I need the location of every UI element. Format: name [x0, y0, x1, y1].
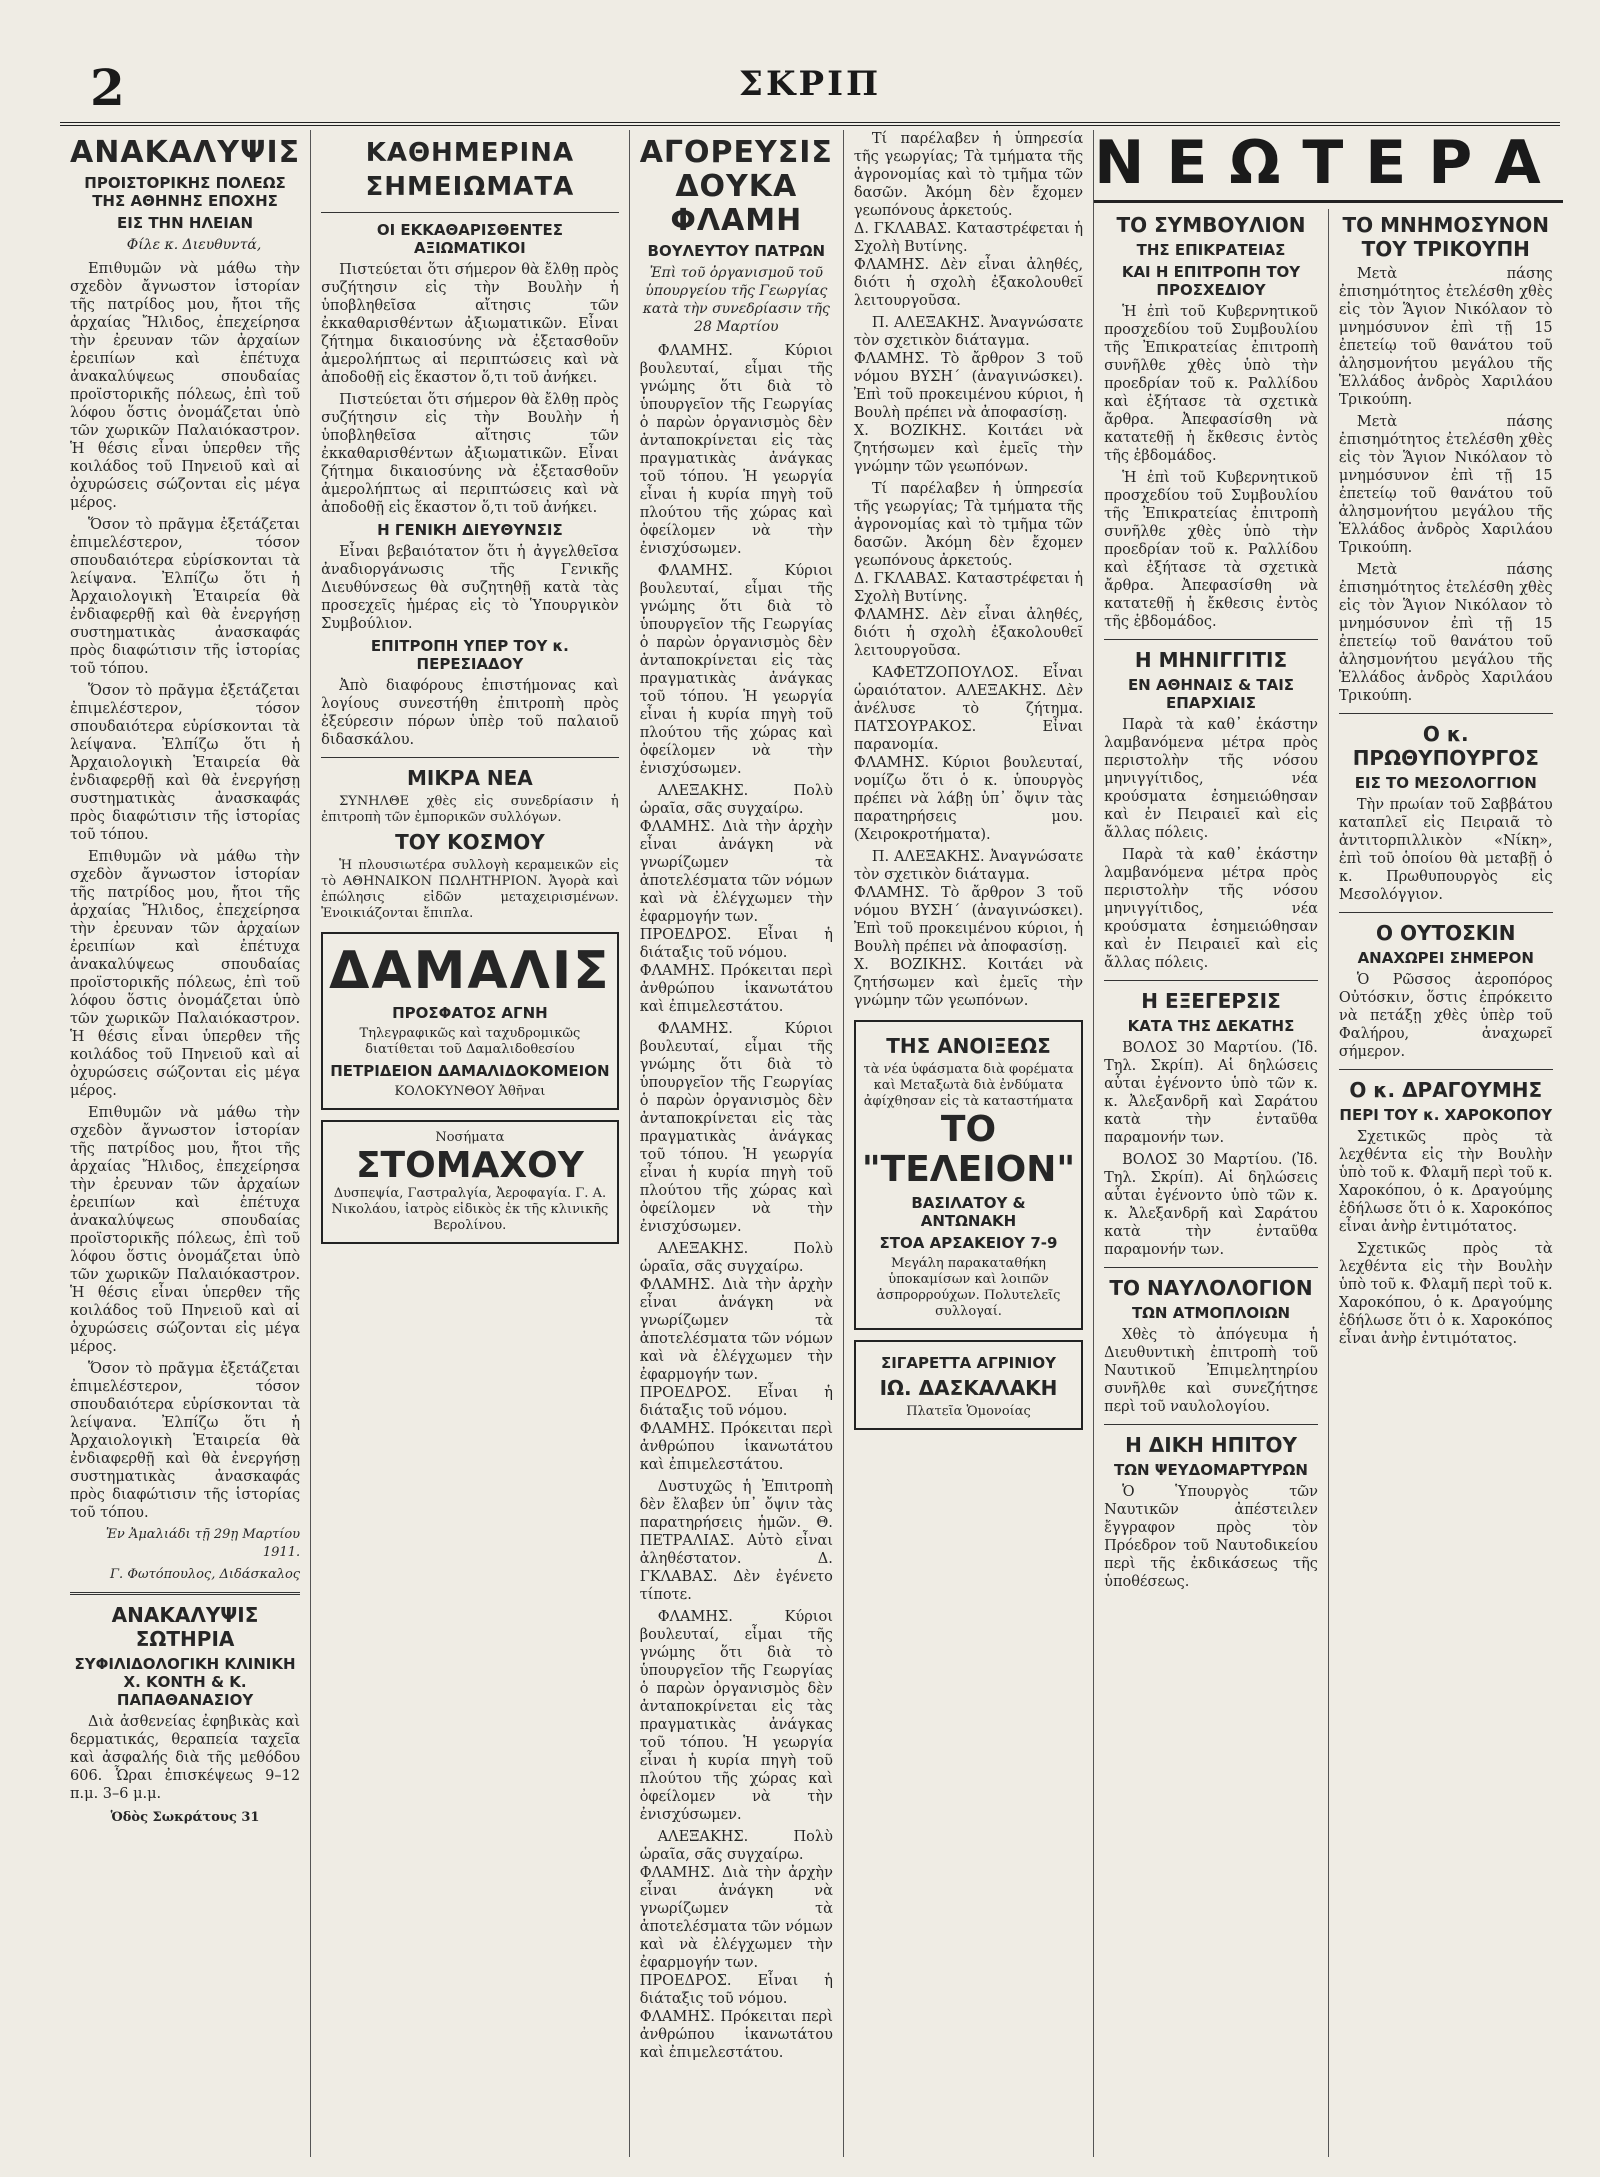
article-subtitle: ΠΡΟΙΣΤΟΡΙΚΗΣ ΠΟΛΕΩΣ ΤΗΣ ΑΘΗΝΗΣ ΕΠΟΧΗΣ — [84, 174, 286, 210]
story-h-sub: ΑΝΑΧΩΡΕΙ ΣΗΜΕΡΟΝ — [1357, 949, 1534, 967]
section-subhead-2: Η ΓΕΝΙΚΗ ΔΙΕΥΘΥΝΣΙΣ — [377, 521, 563, 539]
ad-damalis-body: Τηλεγραφικῶς καὶ ταχυδρομικῶς διατίθεται τοῦ Δαμαλιδοθεσίου — [359, 1026, 581, 1057]
ad-teleion-more: Μεγάλη παρακαταθήκη ὑποκαμίσων καὶ λοιπῶν ἀσπρορρούχων. Πολυτελεῖς συλλογαί. — [876, 1256, 1061, 1319]
salutation: Φίλε κ. Διευθυντά, — [126, 237, 262, 253]
story-i-sub: ΠΕΡΙ ΤΟΥ κ. ΧΑΡΟΚΟΠΟΥ — [1339, 1106, 1553, 1124]
story-f-title: ΤΟ ΜΝΗΜΟΣΥΝΟΝ ΤΟΥ ΤΡΙΚΟΥΠΗ — [1342, 213, 1550, 261]
ad-cigarette-name: ΙΩ. ΔΑΣΚΑΛΑΚΗ — [879, 1376, 1058, 1400]
article-body-2: Ὅσον τὸ πρᾶγμα ἐξετάζεται ἐπιμελέστερον, τόσον σπουδαιότερα εὑρίσκονται τὰ λείψανα. Ἐλπίζω ὅτι ἡ Ἀρχαιολογικὴ Ἑταιρεία θὰ ἐνδιαφερθῇ καὶ θὰ ἐνεργήσῃ συστηματικὰς ἀνασκαφάς πρὸς διαφώτισιν τῆς ἱστορίας τοῦ τόπου. — [70, 517, 301, 677]
divider — [1104, 1424, 1318, 1425]
story-d-body: Χθὲς τὸ ἀπόγευμα ἡ Διευθυντικὴ ἐπιτροπὴ τοῦ Ναυτικοῦ Ἐπιμελητηρίου συνῆλθε καὶ συνεζήτησε περὶ τοῦ ναυλολογίου. — [1104, 1327, 1318, 1415]
ad-damalis-title: ΔΑΜΑΛΙΣ — [329, 941, 611, 1001]
right-columns — [1094, 209, 1563, 2157]
speech-body: ΦΛΑΜΗΣ. Κύριοι βουλευταί, εἶμαι τῆς γνώμης ὅτι διὰ τὸ ὑπουργεῖον τῆς Γεωργίας ὁ παρὼν ὀργανισμὸς δὲν ἀνταποκρίνεται εἰς τὰς πραγματικὰς ἀνάγκας τοῦ τόπου. Ἡ γεωργία εἶναι ἡ κυρία πηγὴ τοῦ πλούτου τῆς χώρας καὶ ὀφείλομεν νὰ τὴν ἐνισχύσωμεν. — [639, 343, 833, 557]
article-subtitle-2: ΕΙΣ ΤΗΝ ΗΛΕΙΑΝ — [117, 214, 254, 232]
ad-teleion — [854, 1020, 1083, 1330]
section-body-2: Εἶναι βεβαιότατον ὅτι ἡ ἀγγελθεῖσα ἀναδιοργάνωσις τῆς Γενικῆς Διευθύνσεως θὰ συζητηθῇ κατὰ τὰς προσεχεῖς ἡμέρας εἰς τὸ Ὑπουργικὸν Συμβούλιον. — [321, 544, 619, 632]
speech-body-d: ΦΛΑΜΗΣ. Κύριοι βουλευταί, εἶμαι τῆς γνώμης ὅτι διὰ τὸ ὑπουργεῖον τῆς Γεωργίας ὁ παρὼν ὀργανισμὸς δὲν ἀνταποκρίνεται εἰς τὰς πραγματικὰς ἀνάγκας τοῦ τόπου. Ἡ γεωργία εἶναι ἡ κυρία πηγὴ τοῦ πλούτου τῆς χώρας καὶ ὀφείλομεν νὰ τὴν ἐνισχύσωμεν. — [639, 1609, 833, 1823]
story-g-body: Τὴν πρωίαν τοῦ Σαββάτου καταπλεῖ εἰς Πειραιᾶ τὸ ἀντιτορπιλλικὸν «Νίκη», ἐπὶ τοῦ ὁποίου θὰ μεταβῇ ὁ κ. Πρωθυπουργὸς εἰς Μεσολόγγιον. — [1338, 797, 1553, 903]
speech-body-2c: ΑΛΕΞΑΚΗΣ. Πολὺ ὡραῖα, σᾶς συγχαίρω. ΦΛΑΜΗΣ. Διὰ τὴν ἀρχὴν εἶναι ἀνάγκη νὰ γνωρίζωμεν τὰ ἀποτελέσματα τῶν νόμων καὶ νὰ ἐλέγχωμεν τὴν ἐφαρμογήν των. ΠΡΟΕΔΡΟΣ. Εἶναι ἡ διάταξις τοῦ νόμου. ΦΛΑΜΗΣ. Πρόκειται περὶ ἀνθρώπου ἱκανωτάτου καὶ ἐπιμελεστάτου. — [639, 1829, 833, 2061]
column-5 — [1094, 209, 1329, 2157]
article-body-1b: Επιθυμῶν νὰ μάθω τὴν σχεδὸν ἄγνωστον ἱστορίαν τῆς πατρίδος μου, ἤτοι τῆς ἀρχαίας Ἤλιδος, ἐπεχείρησα τὴν ἐρευναν τῶν ἀρχαίων ἐρειπίων καὶ ἐπέτυχα ἀνακαλύψεως σπουδαίας προϊστορικῆς πόλεως, ἐπὶ τοῦ λόφου ὅστις ὀνομάζεται ὑπὸ τῶν χωρικῶν Παλαιόκαστρον. Ἡ θέσις εἶναι ὑπερθεν τῆς κοιλάδος τοῦ Πηνειοῦ καὶ αἱ ὀχυρώσεις σώζονται εἰς μέγα μέρος. — [70, 849, 301, 1099]
ad-cigarette — [854, 1340, 1083, 1430]
ad-damalis — [321, 932, 619, 1110]
story-h-title: Ο ΟΥΤΟΣΚΙΝ — [1376, 921, 1516, 945]
section-body-3: Ἀπὸ διαφόρους ἐπιστήμονας καὶ λογίους συνεστήθη ἐπιτροπὴ πρὸς ἐξεύρεσιν πόρων ὑπὲρ τοῦ παλαιοῦ διδασκάλου. — [321, 678, 619, 748]
story-h-body: Ὁ Ρῶσσος ἀεροπόρος Οὐτόσκιν, ὅστις ἐπρόκειτο νὰ πετάξῃ χθὲς ὑπὲρ τοῦ Φαλήρου, ἀναχωρεῖ σήμερον. — [1338, 972, 1553, 1060]
story-c-body-b: ΒΟΛΟΣ 30 Μαρτίου. (Ἰδ. Τηλ. Σκρίπ). Αἱ δηλώσεις αὗται ἐγένοντο ὑπὸ τῶν κ. κ. Ἀλεξανδρῆ καὶ Σαράτου κατὰ τὴν ἐνταῦθα παραμονήν των. — [1104, 1152, 1318, 1258]
speech-cont-2: Π. ΑΛΕΞΑΚΗΣ. Ἀναγνώσατε τὸν σχετικὸν διάταγμα. ΦΛΑΜΗΣ. Τὸ ἄρθρον 3 τοῦ νόμου ΒΥΣΗ΄ (ἀναγινώσκει). Ἐπὶ τοῦ προκειμένου κύριοι, ἡ Βουλὴ πρέπει νὰ ἀποφασίσῃ. Χ. ΒΟΖΙΚΗΣ. Κοιτάει νὰ ζητήσωμεν καὶ ἐμεῖς τὴν γνώμην τῶν γεωπόνων. — [853, 315, 1084, 475]
speech-sub: ΒΟΥΛΕΥΤΟΥ ΠΑΤΡΩΝ — [647, 242, 826, 260]
ad-teleion-owner: ΒΑΣΙΛΑΤΟΥ & ΑΝΤΩΝΑΚΗ — [911, 1194, 1026, 1230]
ad-teleion-kicker: ΤΗΣ ΑΝΟΙΞΕΩΣ — [886, 1034, 1051, 1058]
story-a-body-b: Ἡ ἐπὶ τοῦ Κυβερνητικοῦ προσχεδίου τοῦ Συμβουλίου τῆς Ἐπικρατείας ἐπιτροπὴ συνῆλθε χθὲς ὑπὸ τὴν προεδρίαν τοῦ κ. Ραλλίδου καὶ ἐξήτασε τὰ σχετικὰ ἄρθρα. Ἀπεφασίσθη νὰ κατατεθῇ ἡ ἔκθεσις ἐντὸς τῆς ἑβδομάδος. — [1104, 470, 1318, 630]
story-i-body-b: Σχετικῶς πρὸς τὰ λεχθέντα εἰς τὴν Βουλὴν ὑπὸ τοῦ κ. Φλαμῆ περὶ τοῦ κ. Χαροκόπου, ὁ κ. Δραγούμης ἐδήλωσε ὅτι ὁ κ. Χαροκόπος εἶναι ἀνὴρ ἐντιμότατος. — [1338, 1241, 1553, 1347]
world-body: Ἡ πλουσιωτέρα συλλογὴ κεραμεικῶν εἰς τὸ ΑΘΗΝΑΙΚΟΝ ΠΩΛΗΤΗΡΙΟΝ. Ἀγορὰ καὶ ἐπώλησις εἰδῶν μεταχειρισμένων. Ἐνοικιάζονται ἔπιπλα. — [321, 858, 619, 921]
paper-name: ΣΚΡΙΠ — [738, 64, 882, 104]
story-d-title: ΤΟ ΝΑΥΛΟΛΟΓΙΟΝ — [1109, 1276, 1313, 1300]
ad-teleion-address: ΣΤΟΑ ΑΡΣΑΚΕΙΟΥ 7-9 — [879, 1234, 1058, 1252]
column-4 — [844, 130, 1094, 2157]
ad-body: Διὰ ἀσθενείας ἐφηβικὰς καὶ δερματικάς, θεραπεία ταχεῖα καὶ ἀσφαλής διὰ τῆς μεθόδου 606. Ὧραι ἐπισκέψεως 9–12 π.μ. 3–6 μ.μ. — [70, 1714, 301, 1802]
story-b-body: Παρὰ τὰ καθ᾿ ἑκάστην λαμβανόμενα μέτρα πρὸς περιστολὴν τῆς νόσου μηνιγγίτιδος, νέα κρούσματα ἐσημειώθησαν καὶ ἐν Πειραιεῖ καὶ εἰς ἄλλας πόλεις. — [1104, 717, 1318, 841]
divider — [1339, 713, 1553, 714]
article-body-2c: Ὅσον τὸ πρᾶγμα ἐξετάζεται ἐπιμελέστερον, τόσον σπουδαιότερα εὑρίσκονται τὰ λείψανα. Ἐλπίζω ὅτι ἡ Ἀρχαιολογικὴ Ἑταιρεία θὰ ἐνδιαφερθῇ καὶ θὰ ἐνεργήσῃ συστηματικὰς ἀνασκαφάς πρὸς διαφώτισιν τῆς ἱστορίας τοῦ τόπου. — [70, 1361, 301, 1521]
ad-cigarette-title: ΣΙΓΑΡΕΤΤΑ ΑΓΡΙΝΙΟΥ — [880, 1354, 1057, 1372]
story-i-title: Ο κ. ΔΡΑΓΟΥΜΗΣ — [1349, 1078, 1543, 1102]
speech-body-c: ΦΛΑΜΗΣ. Κύριοι βουλευταί, εἶμαι τῆς γνώμης ὅτι διὰ τὸ ὑπουργεῖον τῆς Γεωργίας ὁ παρὼν ὀργανισμὸς δὲν ἀνταποκρίνεται εἰς τὰς πραγματικὰς ἀνάγκας τοῦ τόπου. Ἡ γεωργία εἶναι ἡ κυρία πηγὴ τοῦ πλούτου τῆς χώρας καὶ ὀφείλομεν νὰ τὴν ἐνισχύσωμεν. — [639, 1021, 833, 1235]
story-a-sub: ΤΗΣ ΕΠΙΚΡΑΤΕΙΑΣ — [1136, 241, 1286, 259]
article-title: ΑΝΑΚΑΛΥΨΙΣ — [70, 135, 301, 170]
ad-damalis-street: ΚΟΛΟΚΥΝΘΟΥ Ἀθῆναι — [394, 1084, 546, 1099]
story-b-body-b: Παρὰ τὰ καθ᾿ ἑκάστην λαμβανόμενα μέτρα πρὸς περιστολὴν τῆς νόσου μηνιγγίτιδος, νέα κρούσματα ἐσημειώθησαν καὶ ἐν Πειραιεῖ καὶ εἰς ἄλλας πόλεις. — [1104, 847, 1318, 971]
speech-cont: Τί παρέλαβεν ἡ ὑπηρεσία τῆς γεωργίας; Τὰ τμήματα τῆς ἀγρονομίας καὶ τὸ τμῆμα τῶν δασῶν. Ἀκόμη δὲν ἔχομεν γεωπόνους ἀρκετούς. Δ. ΓΚΛΑΒΑΣ. Καταστρέφεται ἡ Σχολὴ Βυτίνης. ΦΛΑΜΗΣ. Δὲν εἶναι ἀληθές, διότι ἡ σχολὴ ἐξακολουθεῖ λειτουργοῦσα. — [853, 131, 1084, 309]
story-c-body: ΒΟΛΟΣ 30 Μαρτίου. (Ἰδ. Τηλ. Σκρίπ). Αἱ δηλώσεις αὗται ἐγένοντο ὑπὸ τῶν κ. κ. Ἀλεξανδρῆ καὶ Σαράτου κατὰ τὴν ἐνταῦθα παραμονήν των. — [1104, 1040, 1318, 1146]
divider — [1104, 639, 1318, 640]
speech-cont-3: ΚΑΦΕΤΖΟΠΟΥΛΟΣ. Εἶναι ὡραιότατον. ΑΛΕΞΑΚΗΣ. Δὲν ἀνέλυσε τὸ ζήτημα. ΠΑΤΣΟΥΡΑΚΟΣ. Εἶναι παρανομία. ΦΛΑΜΗΣ. Κύριοι βουλευταί, νομίζω ὅτι ὁ κ. ὑπουργὸς πρέπει νὰ λάβῃ ὑπ᾿ ὄψιν τὰς παρατηρήσεις μου. (Χειροκροτήματα). — [853, 665, 1084, 843]
story-c-sub: ΚΑΤΑ ΤΗΣ ΔΕΚΑΤΗΣ — [1127, 1017, 1295, 1035]
page-number: 2 — [90, 58, 125, 117]
story-f-body-b: Μετὰ πάσης ἐπισημότητος ἐτελέσθη χθὲς εἰς τὸν Ἅγιον Νικόλαον τὸ μνημόσυνον ἐπὶ τῇ 15 ἐπετείῳ τοῦ θανάτου τοῦ ἀλησμονήτου μεγάλου τῆς Ἑλλάδος ἀνδρὸς Χαριλάου Τρικούπη. — [1338, 414, 1553, 556]
speech-body-3: Δυστυχῶς ἡ Ἐπιτροπὴ δὲν ἔλαβεν ὑπ᾿ ὄψιν τὰς παρατηρήσεις ἡμῶν. Θ. ΠΕΤΡΑΛΙΑΣ. Αὐτὸ εἶναι ἀληθέστατον. Δ. ΓΚΛΑΒΑΣ. Δὲν ἐγένετο τίποτε. — [639, 1479, 833, 1603]
speech-cont-2b: Π. ΑΛΕΞΑΚΗΣ. Ἀναγνώσατε τὸν σχετικὸν διάταγμα. ΦΛΑΜΗΣ. Τὸ ἄρθρον 3 τοῦ νόμου ΒΥΣΗ΄ (ἀναγινώσκει). Ἐπὶ τοῦ προκειμένου κύριοι, ἡ Βουλὴ πρέπει νὰ ἀποφασίσῃ. Χ. ΒΟΖΙΚΗΣ. Κοιτάει νὰ ζητήσωμεν καὶ ἐμεῖς τὴν γνώμην τῶν γεωπόνων. — [853, 849, 1084, 1009]
speech-title: ΑΓΟΡΕΥΣΙΣ ΔΟΥΚΑ ΦΛΑΜΗ — [639, 135, 833, 238]
speech-cont-b: Τί παρέλαβεν ἡ ὑπηρεσία τῆς γεωργίας; Τὰ τμήματα τῆς ἀγρονομίας καὶ τὸ τμῆμα τῶν δασῶν. Ἀκόμη δὲν ἔχομεν γεωπόνους ἀρκετούς. Δ. ΓΚΛΑΒΑΣ. Καταστρέφεται ἡ Σχολὴ Βυτίνης. ΦΛΑΜΗΣ. Δὲν εἶναι ἀληθές, διότι ἡ σχολὴ ἐξακολουθεῖ λειτουργοῦσα. — [853, 481, 1084, 659]
ad-teleion-name: ΤΟ "ΤΕΛΕΙΟΝ" — [861, 1109, 1076, 1190]
divider — [1339, 912, 1553, 913]
article-body-2b: Ὅσον τὸ πρᾶγμα ἐξετάζεται ἐπιμελέστερον, τόσον σπουδαιότερα εὑρίσκονται τὰ λείψανα. Ἐλπίζω ὅτι ἡ Ἀρχαιολογικὴ Ἑταιρεία θὰ ἐνδιαφερθῇ καὶ θὰ ἐνεργήσῃ συστηματικὰς ἀνασκαφάς πρὸς διαφώτισιν τῆς ἱστορίας τοῦ τόπου. — [70, 683, 301, 843]
speech-italic: Ἐπὶ τοῦ ὀργανισμοῦ τοῦ ὑπουργείου τῆς Γεωργίας κατὰ τὴν συνεδρίασιν τῆς 28 Μαρτίου — [642, 265, 830, 335]
story-d-sub: ΤΩΝ ΑΤΜΟΠΛΟΙΩΝ — [1131, 1304, 1291, 1322]
section-body: Πιστεύεται ὅτι σήμερον θὰ ἔλθῃ πρὸς συζήτησιν εἰς τὴν Βουλὴν ἡ ὑποβληθεῖσα αἴτησις τῶν ἐκκαθαρισθέντων ἀξιωματικῶν. Εἶναι ζήτημα δικαιοσύνης νὰ ἐξετασθοῦν ἀμερολήπτως αἱ περιπτώσεις καὶ νὰ ἀποδοθῇ εἰς ἕκαστον ὅ,τι τοῦ ἀνήκει. — [321, 262, 619, 386]
small-news-body: ΣΥΝΗΛΘΕ χθὲς εἰς συνεδρίασιν ἡ ἐπιτροπὴ τῶν ἐμπορικῶν συλλόγων. — [321, 794, 619, 825]
story-i-body: Σχετικῶς πρὸς τὰ λεχθέντα εἰς τὴν Βουλὴν ὑπὸ τοῦ κ. Φλαμῆ περὶ τοῦ κ. Χαροκόπου, ὁ κ. Δραγούμης ἐδήλωσε ὅτι ὁ κ. Χαροκόπος εἶναι ἀνὴρ ἐντιμότατος. — [1338, 1129, 1553, 1235]
column-2 — [311, 130, 630, 2157]
divider — [321, 757, 619, 758]
story-e-body: Ὁ Ὑπουργὸς τῶν Ναυτικῶν ἀπέστειλεν ἔγγραφον πρὸς τὸν Πρόεδρον τοῦ Ναυτοδικείου περὶ τῆς ἐκδικάσεως τῆς ὑποθέσεως. — [1104, 1484, 1318, 1590]
column-3 — [630, 130, 844, 2157]
story-a-sub2: ΚΑΙ Η ΕΠΙΤΡΟΠΗ ΤΟΥ ΠΡΟΣΧΕΔΙΟΥ — [1121, 263, 1301, 299]
column-1 — [60, 130, 311, 2157]
story-a-title: ΤΟ ΣΥΜΒΟΥΛΙΟΝ — [1116, 213, 1306, 237]
article-body: Επιθυμῶν νὰ μάθω τὴν σχεδὸν ἄγνωστον ἱστορίαν τῆς πατρίδος μου, ἤτοι τῆς ἀρχαίας Ἤλιδος, ἐπεχείρησα τὴν ἐρευναν τῶν ἀρχαίων ἐρειπίων καὶ ἐπέτυχα ἀνακαλύψεως σπουδαίας προϊστορικῆς πόλεως, ἐπὶ τοῦ λόφου ὅστις ὀνομάζεται ὑπὸ τῶν χωρικῶν Παλαιόκαστρον. Ἡ θέσις εἶναι ὑπερθεν τῆς κοιλάδος τοῦ Πηνειοῦ καὶ αἱ ὀχυρώσεις σώζονται εἰς μέγα μέρος. — [70, 261, 301, 511]
ad-stomachou-kicker: Νοσήματα — [435, 1130, 505, 1145]
story-e-sub: ΤΩΝ ΨΕΥΔΟΜΑΡΤΥΡΩΝ — [1114, 1461, 1308, 1479]
story-f-body-c: Μετὰ πάσης ἐπισημότητος ἐτελέσθη χθὲς εἰς τὸν Ἅγιον Νικόλαον τὸ μνημόσυνον ἐπὶ τῇ 15 ἐπετείῳ τοῦ θανάτου τοῦ ἀλησμονήτου μεγάλου τῆς Ἑλλάδος ἀνδρὸς Χαριλάου Τρικούπη. — [1338, 562, 1553, 704]
story-b-sub: ΕΝ ΑΘΗΝΑΙΣ & ΤΑΙΣ ΕΠΑΡΧΙΑΙΣ — [1127, 676, 1295, 712]
story-f-body: Μετὰ πάσης ἐπισημότητος ἐτελέσθη χθὲς εἰς τὸν Ἅγιον Νικόλαον τὸ μνημόσυνον ἐπὶ τῇ 15 ἐπετείῳ τοῦ θανάτου τοῦ ἀλησμονήτου μεγάλου τῆς Ἑλλάδος ἀνδρὸς Χαριλάου Τρικούπη. — [1338, 266, 1553, 408]
world-title: ΤΟΥ ΚΟΣΜΟΥ — [395, 830, 545, 854]
ad-teleion-body: τὰ νέα ὑφάσματα διὰ φορέματα καὶ Μεταξωτὰ διὰ ἐνδύματα ἀφίχθησαν εἰς τὰ καταστήματα — [863, 1062, 1074, 1109]
signature: Γ. Φωτόπουλος, Διδάσκαλος — [110, 1567, 301, 1582]
ad-title: ΑΝΑΚΑΛΥΨΙΣ ΣΩΤΗΡΙΑ — [111, 1603, 259, 1651]
story-c-title: Η ΕΞΕΓΕΡΣΙΣ — [1141, 989, 1281, 1013]
date-line: Ἐν Ἀμαλιάδι τῇ 29ῃ Μαρτίου 1911. — [105, 1527, 301, 1560]
ad-stomachou-title: ΣΤΟΜΑΧΟΥ — [355, 1145, 584, 1186]
divider — [1339, 1069, 1553, 1070]
masthead — [60, 58, 1560, 126]
story-g-title: Ο κ. ΠΡΩΘΥΠΟΥΡΓΟΣ — [1352, 722, 1539, 770]
column-6 — [1329, 209, 1563, 2157]
section-subhead: ΟΙ ΕΚΚΑΘΑΡΙΣΘΕΝΤΕΣ ΑΞΙΩΜΑΤΙΚΟΙ — [376, 221, 563, 257]
section-body-b: Πιστεύεται ὅτι σήμερον θὰ ἔλθῃ πρὸς συζήτησιν εἰς τὴν Βουλὴν ἡ ὑποβληθεῖσα αἴτησις τῶν ἐκκαθαρισθέντων ἀξιωματικῶν. Εἶναι ζήτημα δικαιοσύνης νὰ ἐξετασθοῦν ἀμερολήπτως αἱ περιπτώσεις καὶ νὰ ἀποδοθῇ εἰς ἕκαστον ὅ,τι τοῦ ἀνήκει. — [321, 392, 619, 516]
story-a-body: Ἡ ἐπὶ τοῦ Κυβερνητικοῦ προσχεδίου τοῦ Συμβουλίου τῆς Ἐπικρατείας ἐπιτροπὴ συνῆλθε χθὲς ὑπὸ τὴν προεδρίαν τοῦ κ. Ραλλίδου καὶ ἐξήτασε τὰ σχετικὰ ἄρθρα. Ἀπεφασίσθη νὰ κατατεθῇ ἡ ἔκθεσις ἐντὸς τῆς ἑβδομάδος. — [1104, 304, 1318, 464]
speech-body-2: ΑΛΕΞΑΚΗΣ. Πολὺ ὡραῖα, σᾶς συγχαίρω. ΦΛΑΜΗΣ. Διὰ τὴν ἀρχὴν εἶναι ἀνάγκη νὰ γνωρίζωμεν τὰ ἀποτελέσματα τῶν νόμων καὶ νὰ ἐλέγχωμεν τὴν ἐφαρμογήν των. ΠΡΟΕΔΡΟΣ. Εἶναι ἡ διάταξις τοῦ νόμου. ΦΛΑΜΗΣ. Πρόκειται περὶ ἀνθρώπου ἱκανωτάτου καὶ ἐπιμελεστάτου. — [639, 783, 833, 1015]
columns — [60, 128, 1563, 2157]
ad-address: Ὁδὸς Σωκράτους 31 — [110, 1810, 260, 1825]
right-section — [1094, 130, 1563, 2157]
section-title: ΚΑΘΗΜΕΡΙΝΑ ΣΗΜΕΙΩΜΑΤΑ — [365, 138, 575, 202]
divider — [1104, 980, 1318, 981]
section-subhead-3: ΕΠΙΤΡΟΠΗ ΥΠΕΡ ΤΟΥ κ. ΠΕΡΕΣΙΑΔΟΥ — [370, 637, 569, 673]
ad-cigarette-place: Πλατεῖα Ὁμονοίας — [906, 1404, 1031, 1419]
section-banner: ΝΕΩΤΕΡΑ — [1094, 130, 1563, 203]
story-e-title: Η ΔΙΚΗ ΗΠΙΤΟΥ — [1125, 1433, 1297, 1457]
speech-body-b: ΦΛΑΜΗΣ. Κύριοι βουλευταί, εἶμαι τῆς γνώμης ὅτι διὰ τὸ ὑπουργεῖον τῆς Γεωργίας ὁ παρὼν ὀργανισμὸς δὲν ἀνταποκρίνεται εἰς τὰς πραγματικὰς ἀνάγκας τοῦ τόπου. Ἡ γεωργία εἶναι ἡ κυρία πηγὴ τοῦ πλούτου τῆς χώρας καὶ ὀφείλομεν νὰ τὴν ἐνισχύσωμεν. — [639, 563, 833, 777]
divider — [70, 1592, 300, 1595]
story-g-sub: ΕΙΣ ΤΟ ΜΕΣΟΛΟΓΓΙΟΝ — [1354, 774, 1537, 792]
story-b-title: Η ΜΗΝΙΓΓΙΤΙΣ — [1134, 648, 1288, 672]
article-body-1c: Επιθυμῶν νὰ μάθω τὴν σχεδὸν ἄγνωστον ἱστορίαν τῆς πατρίδος μου, ἤτοι τῆς ἀρχαίας Ἤλιδος, ἐπεχείρησα τὴν ἐρευναν τῶν ἀρχαίων ἐρειπίων καὶ ἐπέτυχα ἀνακαλύψεως σπουδαίας προϊστορικῆς πόλεως, ἐπὶ τοῦ λόφου ὅστις ὀνομάζεται ὑπὸ τῶν χωρικῶν Παλαιόκαστρον. Ἡ θέσις εἶναι ὑπερθεν τῆς κοιλάδος τοῦ Πηνειοῦ καὶ αἱ ὀχυρώσεις σώζονται εἰς μέγα μέρος. — [70, 1105, 301, 1355]
small-news-title: ΜΙΚΡΑ ΝΕΑ — [406, 766, 533, 790]
ad-damalis-place: ΠΕΤΡΙΔΕΙΟΝ ΔΑΜΑΛΙΔΟΚΟΜΕΙΟΝ — [330, 1062, 610, 1080]
speech-body-2b: ΑΛΕΞΑΚΗΣ. Πολὺ ὡραῖα, σᾶς συγχαίρω. ΦΛΑΜΗΣ. Διὰ τὴν ἀρχὴν εἶναι ἀνάγκη νὰ γνωρίζωμεν τὰ ἀποτελέσματα τῶν νόμων καὶ νὰ ἐλέγχωμεν τὴν ἐφαρμογήν των. ΠΡΟΕΔΡΟΣ. Εἶναι ἡ διάταξις τοῦ νόμου. ΦΛΑΜΗΣ. Πρόκειται περὶ ἀνθρώπου ἱκανωτάτου καὶ ἐπιμελεστάτου. — [639, 1241, 833, 1473]
ad-stomachou-body: Δυσπεψία, Γαστραλγία, Ἀεροφαγία. Γ. Α. Νικολάου, ἰατρὸς εἰδικὸς ἐκ τῆς κλινικῆς Βερολίνου. — [331, 1186, 609, 1233]
divider — [1104, 1267, 1318, 1268]
ad-damalis-sub: ΠΡΟΣΦΑΤΟΣ ΑΓΝΗ — [392, 1004, 548, 1022]
divider — [321, 212, 619, 213]
ad-stomachou — [321, 1120, 619, 1244]
ad-subtitle: ΣΥΦΙΛΙΔΟΛΟΓΙΚΗ ΚΛΙΝΙΚΗ Χ. ΚΟΝΤΗ & Κ. ΠΑΠΑΘΑΝΑΣΙΟΥ — [74, 1655, 296, 1709]
